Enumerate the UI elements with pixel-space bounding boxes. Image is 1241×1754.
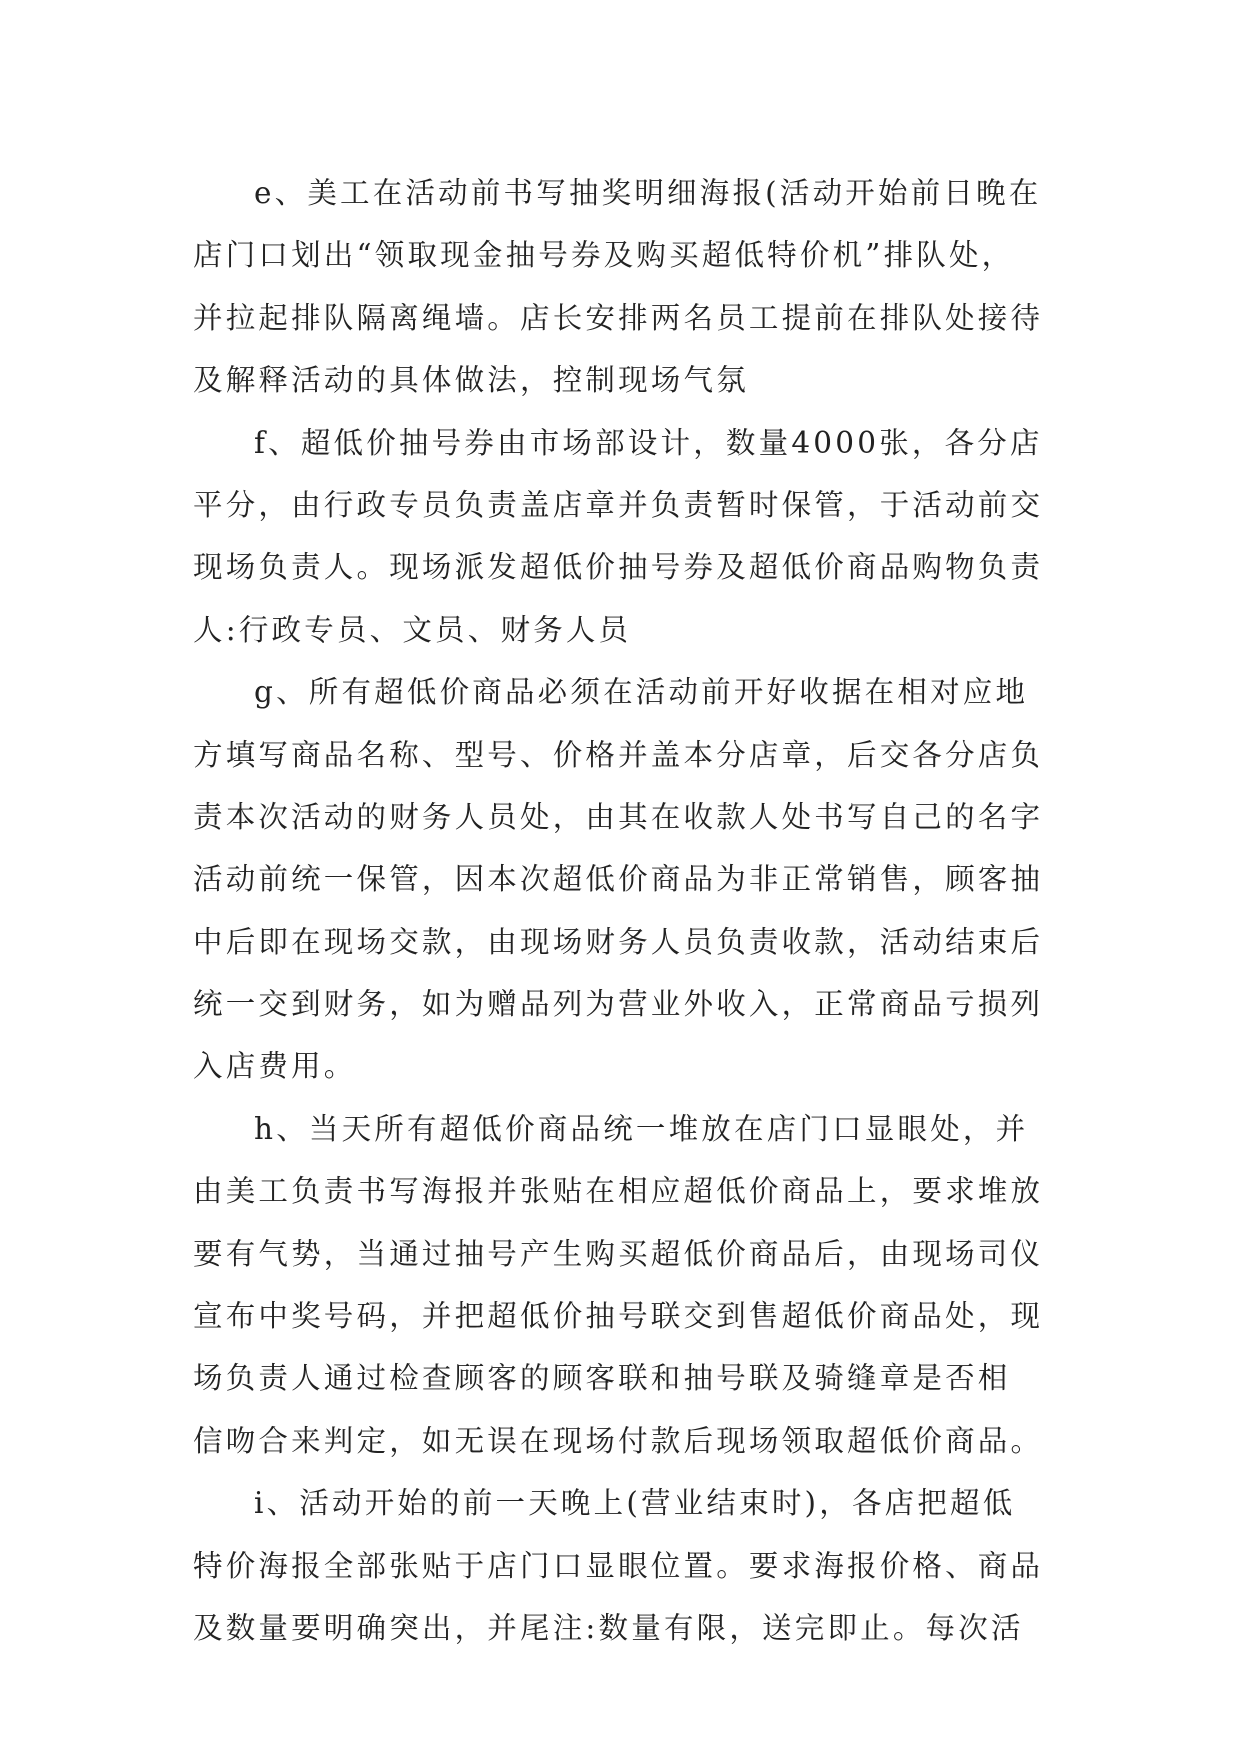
text-line: 场负责人通过检查顾客的顾客联和抽号联及骑缝章是否相: [193, 1361, 1011, 1396]
text-line: 现场负责人。现场派发超低价抽号券及超低价商品购物负责: [193, 550, 1044, 585]
text-line: 活动前统一保管，因本次超低价商品为非正常销售，顾客抽: [193, 862, 1044, 897]
paragraph-h: [193, 1098, 1073, 1472]
text-line: 特价海报全部张贴于店门口显眼位置。要求海报价格、商品: [193, 1548, 1044, 1583]
text-line: 及数量要明确突出，并尾注:数量有限，送完即止。每次活: [193, 1610, 1024, 1645]
text-line: 由美工负责书写海报并张贴在相应超低价商品上，要求堆放: [193, 1174, 1044, 1209]
text-line: i、活动开始的前一天晚上(营业结束时)，各店把超低: [254, 1486, 1016, 1521]
text-line: 并拉起排队隔离绳墙。店长安排两名员工提前在排队处接待: [193, 300, 1044, 335]
text-line: 及解释活动的具体做法，控制现场气氛: [193, 363, 749, 398]
paragraph-e: [193, 162, 1073, 412]
text-line: 中后即在现场交款，由现场财务人员负责收款，活动结束后: [193, 924, 1044, 959]
text-line: 要有气势，当通过抽号产生购买超低价商品后，由现场司仪: [193, 1236, 1044, 1271]
text-line: 人:行政专员、文员、财务人员: [193, 612, 632, 647]
text-line: 统一交到财务，如为赠品列为营业外收入，正常商品亏损列: [193, 987, 1044, 1022]
text-line: f、超低价抽号券由市场部设计，数量4000张，各分店: [254, 425, 1043, 460]
text-line: h、当天所有超低价商品统一堆放在店门口显眼处，并: [254, 1111, 1029, 1146]
text-line: 信吻合来判定，如无误在现场付款后现场领取超低价商品。: [193, 1423, 1044, 1458]
text-line: 店门口划出“领取现金抽号券及购买超低特价机”排队处，: [193, 238, 1015, 273]
text-line: 方填写商品名称、型号、价格并盖本分店章，后交各分店负: [193, 737, 1044, 772]
text-line: e、美工在活动前书写抽奖明细海报(活动开始前日晚在: [254, 176, 1042, 210]
text-line: 入店费用。: [193, 1049, 357, 1084]
paragraph-i: [193, 1472, 1073, 1659]
text-line: 责本次活动的财务人员处，由其在收款人处书写自己的名字: [193, 799, 1044, 834]
paragraph-g: [193, 661, 1073, 1098]
text-line: 平分，由行政专员负责盖店章并负责暂时保管，于活动前交: [193, 487, 1044, 522]
paragraph-f: [193, 412, 1073, 662]
text-line: 宣布中奖号码，并把超低价抽号联交到售超低价商品处，现: [193, 1299, 1044, 1334]
document-body: [193, 162, 1073, 1659]
text-line: g、所有超低价商品必须在活动前开好收据在相对应地: [254, 675, 1029, 710]
